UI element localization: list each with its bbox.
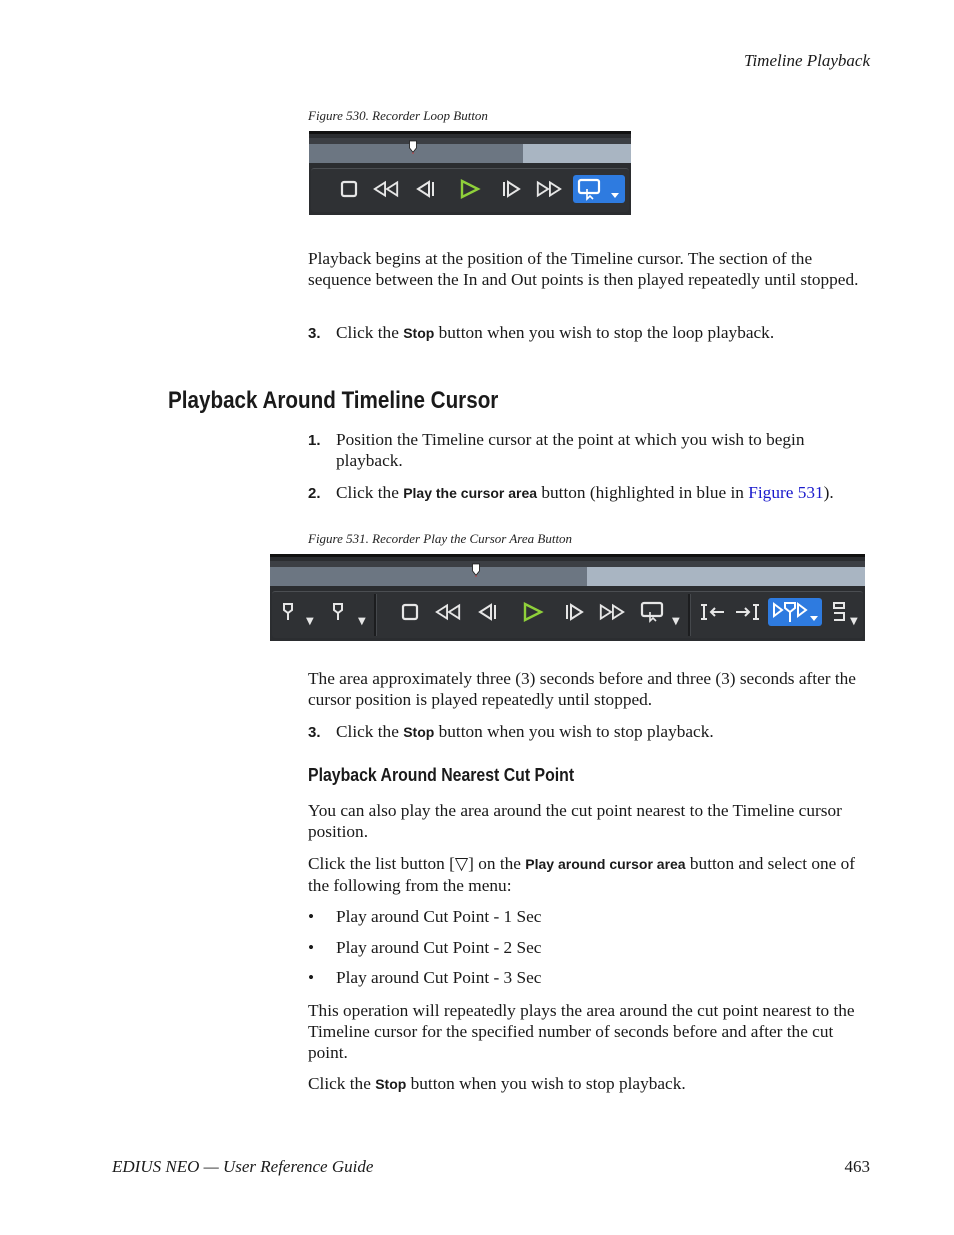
stop-button-label: Stop [403, 724, 435, 740]
paragraph-list-button: Click the list button [▽] on the Play around cursor area button and select one of the following from the menu: [308, 854, 855, 895]
step-forward-icon[interactable] [561, 598, 589, 626]
list-item: • Play around Cut Point - 1 Sec [308, 907, 542, 926]
set-in-icon[interactable] [274, 598, 302, 626]
set-out-dropdown-icon[interactable]: ▼ [358, 616, 366, 627]
step-forward-icon[interactable] [498, 175, 526, 203]
timeline-track [309, 138, 631, 163]
stop-icon[interactable] [335, 175, 363, 203]
running-head: Timeline Playback [743, 51, 870, 70]
loop-dropdown-icon[interactable]: ▼ [672, 616, 680, 627]
paragraph-operation-description: This operation will repeatedly plays the area around the cut point nearest to the Timeline cursor for the specified number of seconds before and after the cut point. [308, 1001, 855, 1062]
section-heading-playback-around-cursor: Playback Around Timeline Cursor [168, 387, 499, 414]
play-cursor-area-icon [770, 600, 820, 624]
timeline-track [270, 561, 865, 586]
list-item: • Play around Cut Point - 3 Sec [308, 968, 542, 987]
set-in-dropdown-icon[interactable]: ▼ [306, 616, 314, 627]
figure-531-link[interactable]: Figure 531 [748, 483, 824, 502]
rewind-icon[interactable] [434, 598, 462, 626]
play-icon[interactable] [519, 598, 547, 626]
step-3-stop-playback: 3. Click the Stop button when you wish to stop playback. [308, 722, 714, 741]
fast-forward-icon[interactable] [598, 598, 626, 626]
page-number: 463 [844, 1157, 870, 1176]
loop-icon[interactable] [638, 598, 666, 626]
loop-icon [575, 177, 623, 201]
paragraph-stop-playback: Click the Stop button when you wish to stop playback. [308, 1074, 686, 1093]
set-out-icon[interactable] [324, 598, 352, 626]
figure-530-caption: Figure 530. Recorder Loop Button [308, 108, 488, 123]
stop-icon[interactable] [396, 598, 424, 626]
timeline-cursor-icon[interactable] [408, 140, 418, 154]
subsection-heading-nearest-cut-point: Playback Around Nearest Cut Point [308, 765, 575, 785]
step-back-icon[interactable] [411, 175, 439, 203]
step-1-position-cursor: 1. Position the Timeline cursor at the point at which you wish to begin playback. [308, 430, 805, 470]
play-around-cursor-area-label: Play around cursor area [525, 856, 686, 872]
list-item: • Play around Cut Point - 2 Sec [308, 938, 542, 957]
transport-controls [311, 168, 629, 212]
step-3-stop-loop: 3. Click the Stop button when you wish to stop the loop playback. [308, 323, 775, 342]
paragraph-cursor-area-description: The area approximately three (3) seconds before and three (3) seconds after the cursor position is played repeatedly until stopped. [308, 669, 856, 709]
play-cursor-area-label: Play the cursor area [403, 485, 538, 501]
step-back-icon[interactable] [473, 598, 501, 626]
step-number: 2. [308, 485, 321, 502]
settings-dropdown-icon[interactable]: ▼ [850, 616, 858, 627]
jump-to-out-icon[interactable] [734, 598, 762, 626]
timeline-cursor-icon[interactable] [471, 563, 481, 577]
paragraph-loop-description: Playback begins at the position of the Timeline cursor. The section of the sequence between the In and Out points is then played repeatedly until stopped. [308, 249, 859, 289]
step-number: 3. [308, 724, 321, 741]
jump-to-in-icon[interactable] [698, 598, 726, 626]
rewind-icon[interactable] [372, 175, 400, 203]
fast-forward-icon[interactable] [535, 175, 563, 203]
step-number: 1. [308, 432, 321, 449]
step-number: 3. [308, 325, 321, 342]
play-icon[interactable] [456, 175, 484, 203]
stop-button-label: Stop [403, 325, 435, 341]
loop-button[interactable] [573, 175, 625, 203]
recorder-play-cursor-area-toolbar [270, 554, 865, 641]
footer-guide-title: EDIUS NEO — User Reference Guide [112, 1157, 374, 1176]
figure-531-caption: Figure 531. Recorder Play the Cursor Area Button [308, 531, 573, 546]
paragraph-cut-point-intro: You can also play the area around the cut point nearest to the Timeline cursor position. [308, 801, 842, 841]
transport-controls [272, 591, 863, 638]
stop-button-label: Stop [375, 1076, 407, 1092]
play-cursor-area-button[interactable] [768, 598, 822, 626]
recorder-loop-toolbar [309, 131, 631, 215]
step-2-click-play-cursor-area: 2. Click the Play the cursor area button (highlighted in blue in Figure 531). [308, 483, 834, 502]
